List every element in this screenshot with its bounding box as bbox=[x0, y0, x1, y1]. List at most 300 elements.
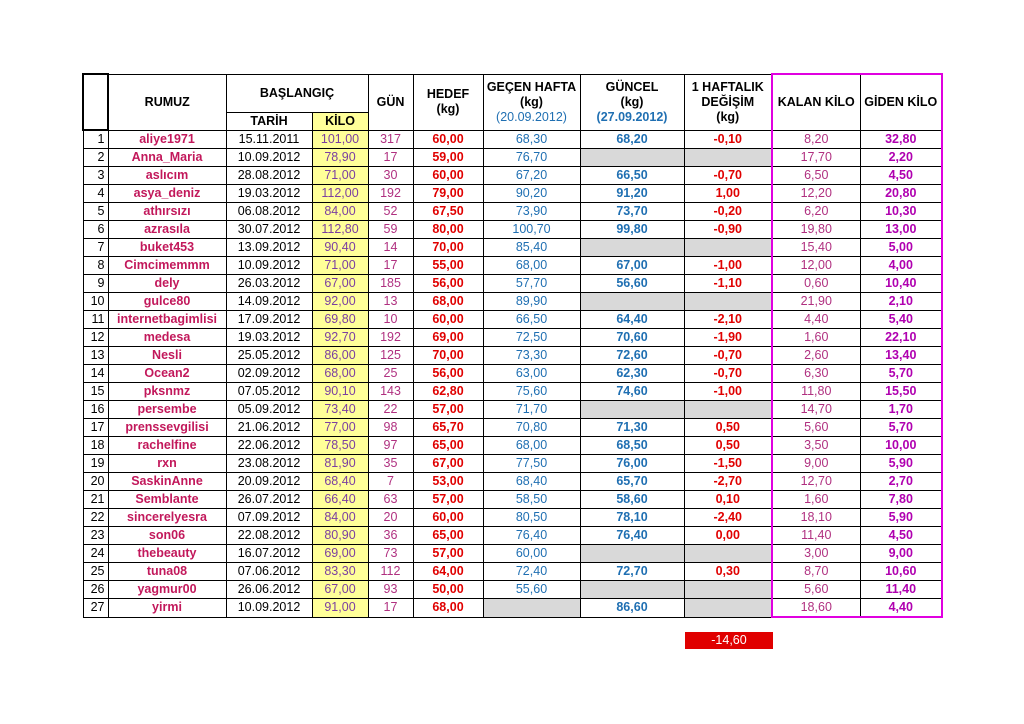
table-row bbox=[83, 293, 942, 311]
cell-nick: tuna08 bbox=[108, 563, 226, 581]
cell-cur: 74,60 bbox=[580, 383, 684, 401]
cell-no: 15 bbox=[83, 383, 108, 401]
cell-chg: -2,40 bbox=[684, 509, 772, 527]
cell-target: 60,00 bbox=[413, 167, 483, 185]
cell-no: 27 bbox=[83, 599, 108, 618]
cell-prev: 68,00 bbox=[483, 257, 580, 275]
cell-giden: 9,00 bbox=[860, 545, 942, 563]
cell-date: 02.09.2012 bbox=[226, 365, 312, 383]
cell-prev: 73,90 bbox=[483, 203, 580, 221]
cell-giden: 2,70 bbox=[860, 473, 942, 491]
cell-date: 16.07.2012 bbox=[226, 545, 312, 563]
cell-cur: 76,00 bbox=[580, 455, 684, 473]
cell-giden: 5,00 bbox=[860, 239, 942, 257]
table-row bbox=[83, 419, 942, 437]
cell-prev: 77,50 bbox=[483, 455, 580, 473]
cell-date: 07.05.2012 bbox=[226, 383, 312, 401]
cell-date: 26.07.2012 bbox=[226, 491, 312, 509]
cell-date: 22.06.2012 bbox=[226, 437, 312, 455]
cell-gun: 97 bbox=[368, 437, 413, 455]
cell-date: 30.07.2012 bbox=[226, 221, 312, 239]
cell-kalan: 18,10 bbox=[772, 509, 860, 527]
cell-cur: 73,70 bbox=[580, 203, 684, 221]
cell-nick: son06 bbox=[108, 527, 226, 545]
cell-kalan: 21,90 bbox=[772, 293, 860, 311]
cell-chg: 1,00 bbox=[684, 185, 772, 203]
header-giden-kilo: GİDEN KİLO bbox=[860, 74, 942, 130]
cell-kalan: 18,60 bbox=[772, 599, 860, 618]
cell-cur: 78,10 bbox=[580, 509, 684, 527]
cell-no: 6 bbox=[83, 221, 108, 239]
cell-prev: 57,70 bbox=[483, 275, 580, 293]
weight-table bbox=[82, 73, 943, 618]
cell-target: 70,00 bbox=[413, 347, 483, 365]
cell-cur: 66,50 bbox=[580, 167, 684, 185]
cell-target: 50,00 bbox=[413, 581, 483, 599]
cell-kilo: 66,40 bbox=[312, 491, 368, 509]
cell-giden: 4,00 bbox=[860, 257, 942, 275]
cell-target: 70,00 bbox=[413, 239, 483, 257]
cell-chg: -2,70 bbox=[684, 473, 772, 491]
cell-target: 55,00 bbox=[413, 257, 483, 275]
cell-giden: 20,80 bbox=[860, 185, 942, 203]
cell-prev: 68,40 bbox=[483, 473, 580, 491]
cell-prev: 63,00 bbox=[483, 365, 580, 383]
cell-giden: 4,40 bbox=[860, 599, 942, 618]
cell-giden: 4,50 bbox=[860, 167, 942, 185]
cell-chg: -0,70 bbox=[684, 365, 772, 383]
cell-cur bbox=[580, 401, 684, 419]
cell-no: 17 bbox=[83, 419, 108, 437]
cell-date: 10.09.2012 bbox=[226, 149, 312, 167]
table-row bbox=[83, 581, 942, 599]
cell-kilo: 92,70 bbox=[312, 329, 368, 347]
cell-kalan: 9,00 bbox=[772, 455, 860, 473]
cell-no: 5 bbox=[83, 203, 108, 221]
cell-gun: 22 bbox=[368, 401, 413, 419]
cell-chg: -0,10 bbox=[684, 130, 772, 149]
table-row bbox=[83, 437, 942, 455]
cell-kalan: 3,00 bbox=[772, 545, 860, 563]
header-guncel: GÜNCEL (kg) (27.09.2012) bbox=[580, 74, 684, 130]
cell-gun: 17 bbox=[368, 257, 413, 275]
cell-no: 8 bbox=[83, 257, 108, 275]
cell-chg: -0,90 bbox=[684, 221, 772, 239]
cell-no: 22 bbox=[83, 509, 108, 527]
cell-kalan: 15,40 bbox=[772, 239, 860, 257]
cell-target: 67,00 bbox=[413, 455, 483, 473]
header-rumuz: RUMUZ bbox=[108, 74, 226, 130]
cell-prev: 72,40 bbox=[483, 563, 580, 581]
cell-no: 20 bbox=[83, 473, 108, 491]
cell-nick: gulce80 bbox=[108, 293, 226, 311]
cell-prev: 90,20 bbox=[483, 185, 580, 203]
cell-target: 80,00 bbox=[413, 221, 483, 239]
cell-target: 59,00 bbox=[413, 149, 483, 167]
cell-date: 26.03.2012 bbox=[226, 275, 312, 293]
cell-kalan: 1,60 bbox=[772, 329, 860, 347]
table-row bbox=[83, 275, 942, 293]
cell-nick: SaskinAnne bbox=[108, 473, 226, 491]
cell-gun: 36 bbox=[368, 527, 413, 545]
cell-giden: 15,50 bbox=[860, 383, 942, 401]
cell-chg: -1,90 bbox=[684, 329, 772, 347]
cell-prev: 68,00 bbox=[483, 437, 580, 455]
cell-nick: thebeauty bbox=[108, 545, 226, 563]
cell-gun: 7 bbox=[368, 473, 413, 491]
table-row bbox=[83, 130, 942, 149]
table-row bbox=[83, 599, 942, 618]
cell-no: 19 bbox=[83, 455, 108, 473]
cell-cur bbox=[580, 581, 684, 599]
cell-chg bbox=[684, 149, 772, 167]
table-row bbox=[83, 149, 942, 167]
cell-kalan: 5,60 bbox=[772, 419, 860, 437]
cell-date: 23.08.2012 bbox=[226, 455, 312, 473]
cell-prev: 66,50 bbox=[483, 311, 580, 329]
cell-nick: pksnmz bbox=[108, 383, 226, 401]
table-row bbox=[83, 455, 942, 473]
cell-nick: aslıcım bbox=[108, 167, 226, 185]
cell-target: 65,00 bbox=[413, 437, 483, 455]
cell-cur: 86,60 bbox=[580, 599, 684, 618]
cell-no: 4 bbox=[83, 185, 108, 203]
cell-kilo: 67,00 bbox=[312, 581, 368, 599]
cell-target: 65,70 bbox=[413, 419, 483, 437]
cell-target: 60,00 bbox=[413, 311, 483, 329]
table-row bbox=[83, 347, 942, 365]
cell-gun: 14 bbox=[368, 239, 413, 257]
header-hedef: HEDEF (kg) bbox=[413, 74, 483, 130]
cell-kilo: 71,00 bbox=[312, 257, 368, 275]
cell-chg: -1,10 bbox=[684, 275, 772, 293]
cell-cur bbox=[580, 149, 684, 167]
table-row bbox=[83, 383, 942, 401]
cell-date: 07.09.2012 bbox=[226, 509, 312, 527]
cell-prev: 76,70 bbox=[483, 149, 580, 167]
cell-kalan: 11,80 bbox=[772, 383, 860, 401]
cell-kilo: 112,00 bbox=[312, 185, 368, 203]
cell-giden: 32,80 bbox=[860, 130, 942, 149]
cell-prev: 76,40 bbox=[483, 527, 580, 545]
cell-no: 25 bbox=[83, 563, 108, 581]
cell-kilo: 92,00 bbox=[312, 293, 368, 311]
table-row bbox=[83, 365, 942, 383]
cell-target: 57,00 bbox=[413, 491, 483, 509]
cell-giden: 10,00 bbox=[860, 437, 942, 455]
cell-kilo: 84,00 bbox=[312, 509, 368, 527]
cell-no: 2 bbox=[83, 149, 108, 167]
cell-gun: 192 bbox=[368, 329, 413, 347]
cell-nick: rachelfine bbox=[108, 437, 226, 455]
cell-date: 05.09.2012 bbox=[226, 401, 312, 419]
cell-cur: 64,40 bbox=[580, 311, 684, 329]
cell-target: 56,00 bbox=[413, 365, 483, 383]
cell-giden: 10,60 bbox=[860, 563, 942, 581]
cell-kilo: 68,00 bbox=[312, 365, 368, 383]
cell-giden: 13,40 bbox=[860, 347, 942, 365]
cell-giden: 4,50 bbox=[860, 527, 942, 545]
cell-giden: 10,40 bbox=[860, 275, 942, 293]
cell-chg bbox=[684, 293, 772, 311]
cell-gun: 13 bbox=[368, 293, 413, 311]
table-row bbox=[83, 509, 942, 527]
cell-gun: 30 bbox=[368, 167, 413, 185]
cell-date: 25.05.2012 bbox=[226, 347, 312, 365]
cell-date: 20.09.2012 bbox=[226, 473, 312, 491]
cell-giden: 5,90 bbox=[860, 509, 942, 527]
cell-date: 28.08.2012 bbox=[226, 167, 312, 185]
cell-date: 17.09.2012 bbox=[226, 311, 312, 329]
cell-date: 13.09.2012 bbox=[226, 239, 312, 257]
cell-no: 26 bbox=[83, 581, 108, 599]
cell-no: 14 bbox=[83, 365, 108, 383]
header-tarih: TARİH bbox=[226, 112, 312, 130]
cell-nick: Nesli bbox=[108, 347, 226, 365]
cell-cur: 91,20 bbox=[580, 185, 684, 203]
table-row bbox=[83, 185, 942, 203]
cell-gun: 185 bbox=[368, 275, 413, 293]
cell-gun: 17 bbox=[368, 149, 413, 167]
cell-no: 9 bbox=[83, 275, 108, 293]
table-row bbox=[83, 239, 942, 257]
table-row bbox=[83, 221, 942, 239]
cell-target: 68,00 bbox=[413, 599, 483, 618]
cell-gun: 317 bbox=[368, 130, 413, 149]
cell-chg bbox=[684, 401, 772, 419]
cell-no: 11 bbox=[83, 311, 108, 329]
cell-date: 10.09.2012 bbox=[226, 599, 312, 618]
cell-target: 57,00 bbox=[413, 401, 483, 419]
cell-chg: 0,50 bbox=[684, 437, 772, 455]
cell-target: 60,00 bbox=[413, 509, 483, 527]
cell-prev: 55,60 bbox=[483, 581, 580, 599]
cell-kalan: 6,20 bbox=[772, 203, 860, 221]
cell-cur: 68,50 bbox=[580, 437, 684, 455]
cell-gun: 10 bbox=[368, 311, 413, 329]
cell-nick: rxn bbox=[108, 455, 226, 473]
header-degisim: 1 HAFTALIK DEĞİŞİM (kg) bbox=[684, 74, 772, 130]
table-row bbox=[83, 167, 942, 185]
cell-gun: 52 bbox=[368, 203, 413, 221]
cell-cur: 70,60 bbox=[580, 329, 684, 347]
cell-cur: 62,30 bbox=[580, 365, 684, 383]
cell-no: 1 bbox=[83, 130, 108, 149]
cell-kilo: 101,00 bbox=[312, 130, 368, 149]
cell-prev: 68,30 bbox=[483, 130, 580, 149]
cell-gun: 35 bbox=[368, 455, 413, 473]
cell-nick: yirmi bbox=[108, 599, 226, 618]
cell-gun: 98 bbox=[368, 419, 413, 437]
cell-nick: Ocean2 bbox=[108, 365, 226, 383]
cell-prev: 58,50 bbox=[483, 491, 580, 509]
cell-chg bbox=[684, 581, 772, 599]
cell-prev bbox=[483, 599, 580, 618]
cell-date: 26.06.2012 bbox=[226, 581, 312, 599]
cell-cur: 76,40 bbox=[580, 527, 684, 545]
cell-kalan: 6,50 bbox=[772, 167, 860, 185]
cell-kalan: 12,00 bbox=[772, 257, 860, 275]
header-gun: GÜN bbox=[368, 74, 413, 130]
cell-kilo: 84,00 bbox=[312, 203, 368, 221]
cell-kalan: 0,60 bbox=[772, 275, 860, 293]
cell-giden: 5,70 bbox=[860, 419, 942, 437]
cell-cur: 71,30 bbox=[580, 419, 684, 437]
cell-nick: sincerelyesra bbox=[108, 509, 226, 527]
cell-prev: 72,50 bbox=[483, 329, 580, 347]
table-row bbox=[83, 329, 942, 347]
cell-chg: -1,50 bbox=[684, 455, 772, 473]
cell-giden: 22,10 bbox=[860, 329, 942, 347]
cell-kilo: 77,00 bbox=[312, 419, 368, 437]
cell-no: 23 bbox=[83, 527, 108, 545]
cell-chg: 0,30 bbox=[684, 563, 772, 581]
cell-chg: -0,70 bbox=[684, 167, 772, 185]
cell-gun: 20 bbox=[368, 509, 413, 527]
table-row bbox=[83, 473, 942, 491]
cell-date: 10.09.2012 bbox=[226, 257, 312, 275]
cell-kilo: 73,40 bbox=[312, 401, 368, 419]
cell-kilo: 68,40 bbox=[312, 473, 368, 491]
cell-target: 79,00 bbox=[413, 185, 483, 203]
cell-no: 7 bbox=[83, 239, 108, 257]
cell-kilo: 90,40 bbox=[312, 239, 368, 257]
cell-giden: 5,70 bbox=[860, 365, 942, 383]
cell-kalan: 17,70 bbox=[772, 149, 860, 167]
header-baslangic: BAŞLANGIÇ bbox=[226, 74, 368, 112]
cell-date: 06.08.2012 bbox=[226, 203, 312, 221]
total-change-cell: -14,60 bbox=[685, 632, 773, 649]
cell-gun: 143 bbox=[368, 383, 413, 401]
cell-gun: 112 bbox=[368, 563, 413, 581]
cell-no: 13 bbox=[83, 347, 108, 365]
cell-nick: prenssevgilisi bbox=[108, 419, 226, 437]
cell-chg: -2,10 bbox=[684, 311, 772, 329]
cell-nick: asya_deniz bbox=[108, 185, 226, 203]
cell-nick: Semblante bbox=[108, 491, 226, 509]
cell-gun: 192 bbox=[368, 185, 413, 203]
cell-kalan: 2,60 bbox=[772, 347, 860, 365]
cell-giden: 10,30 bbox=[860, 203, 942, 221]
cell-gun: 93 bbox=[368, 581, 413, 599]
cell-target: 68,00 bbox=[413, 293, 483, 311]
cell-no: 12 bbox=[83, 329, 108, 347]
table-row bbox=[83, 401, 942, 419]
cell-cur bbox=[580, 545, 684, 563]
header-gecen-hafta: GEÇEN HAFTA (kg) (20.09.2012) bbox=[483, 74, 580, 130]
cell-kalan: 8,70 bbox=[772, 563, 860, 581]
table-row bbox=[83, 563, 942, 581]
cell-target: 64,00 bbox=[413, 563, 483, 581]
table-row bbox=[83, 491, 942, 509]
cell-kalan: 12,20 bbox=[772, 185, 860, 203]
cell-no: 21 bbox=[83, 491, 108, 509]
cell-chg: 0,50 bbox=[684, 419, 772, 437]
cell-gun: 25 bbox=[368, 365, 413, 383]
cell-date: 22.08.2012 bbox=[226, 527, 312, 545]
cell-cur: 56,60 bbox=[580, 275, 684, 293]
cell-gun: 73 bbox=[368, 545, 413, 563]
cell-gun: 63 bbox=[368, 491, 413, 509]
cell-prev: 67,20 bbox=[483, 167, 580, 185]
cell-target: 69,00 bbox=[413, 329, 483, 347]
cell-prev: 70,80 bbox=[483, 419, 580, 437]
cell-nick: Anna_Maria bbox=[108, 149, 226, 167]
cell-kalan: 19,80 bbox=[772, 221, 860, 239]
cell-target: 53,00 bbox=[413, 473, 483, 491]
cell-kilo: 69,00 bbox=[312, 545, 368, 563]
cell-chg bbox=[684, 599, 772, 618]
cell-chg bbox=[684, 545, 772, 563]
cell-chg: -0,70 bbox=[684, 347, 772, 365]
header-no bbox=[83, 74, 108, 130]
cell-cur: 58,60 bbox=[580, 491, 684, 509]
cell-kilo: 112,80 bbox=[312, 221, 368, 239]
cell-kilo: 71,00 bbox=[312, 167, 368, 185]
cell-nick: medesa bbox=[108, 329, 226, 347]
cell-kalan: 14,70 bbox=[772, 401, 860, 419]
cell-date: 14.09.2012 bbox=[226, 293, 312, 311]
cell-nick: dely bbox=[108, 275, 226, 293]
header-kilo: KİLO bbox=[312, 112, 368, 130]
cell-prev: 85,40 bbox=[483, 239, 580, 257]
cell-giden: 11,40 bbox=[860, 581, 942, 599]
cell-date: 07.06.2012 bbox=[226, 563, 312, 581]
cell-prev: 100,70 bbox=[483, 221, 580, 239]
cell-target: 60,00 bbox=[413, 130, 483, 149]
cell-kalan: 8,20 bbox=[772, 130, 860, 149]
cell-giden: 7,80 bbox=[860, 491, 942, 509]
table-row bbox=[83, 203, 942, 221]
cell-chg: -0,20 bbox=[684, 203, 772, 221]
cell-chg: -1,00 bbox=[684, 257, 772, 275]
cell-nick: persembe bbox=[108, 401, 226, 419]
cell-nick: aliye1971 bbox=[108, 130, 226, 149]
table-row bbox=[83, 257, 942, 275]
cell-cur: 99,80 bbox=[580, 221, 684, 239]
cell-kalan: 11,40 bbox=[772, 527, 860, 545]
cell-chg: -1,00 bbox=[684, 383, 772, 401]
table-row bbox=[83, 311, 942, 329]
cell-kalan: 5,60 bbox=[772, 581, 860, 599]
header-kalan-kilo: KALAN KİLO bbox=[772, 74, 860, 130]
cell-kilo: 81,90 bbox=[312, 455, 368, 473]
cell-giden: 2,20 bbox=[860, 149, 942, 167]
cell-cur: 67,00 bbox=[580, 257, 684, 275]
cell-chg bbox=[684, 239, 772, 257]
cell-chg: 0,00 bbox=[684, 527, 772, 545]
cell-no: 18 bbox=[83, 437, 108, 455]
cell-cur bbox=[580, 239, 684, 257]
cell-kilo: 78,90 bbox=[312, 149, 368, 167]
cell-target: 67,50 bbox=[413, 203, 483, 221]
cell-chg: 0,10 bbox=[684, 491, 772, 509]
table-body bbox=[83, 130, 942, 617]
cell-nick: athırsızı bbox=[108, 203, 226, 221]
cell-prev: 73,30 bbox=[483, 347, 580, 365]
cell-cur: 72,70 bbox=[580, 563, 684, 581]
cell-kalan: 1,60 bbox=[772, 491, 860, 509]
cell-kalan: 12,70 bbox=[772, 473, 860, 491]
cell-cur: 72,60 bbox=[580, 347, 684, 365]
table-row bbox=[83, 545, 942, 563]
cell-prev: 89,90 bbox=[483, 293, 580, 311]
cell-kilo: 78,50 bbox=[312, 437, 368, 455]
cell-kilo: 91,00 bbox=[312, 599, 368, 618]
cell-giden: 2,10 bbox=[860, 293, 942, 311]
cell-giden: 5,90 bbox=[860, 455, 942, 473]
cell-giden: 13,00 bbox=[860, 221, 942, 239]
